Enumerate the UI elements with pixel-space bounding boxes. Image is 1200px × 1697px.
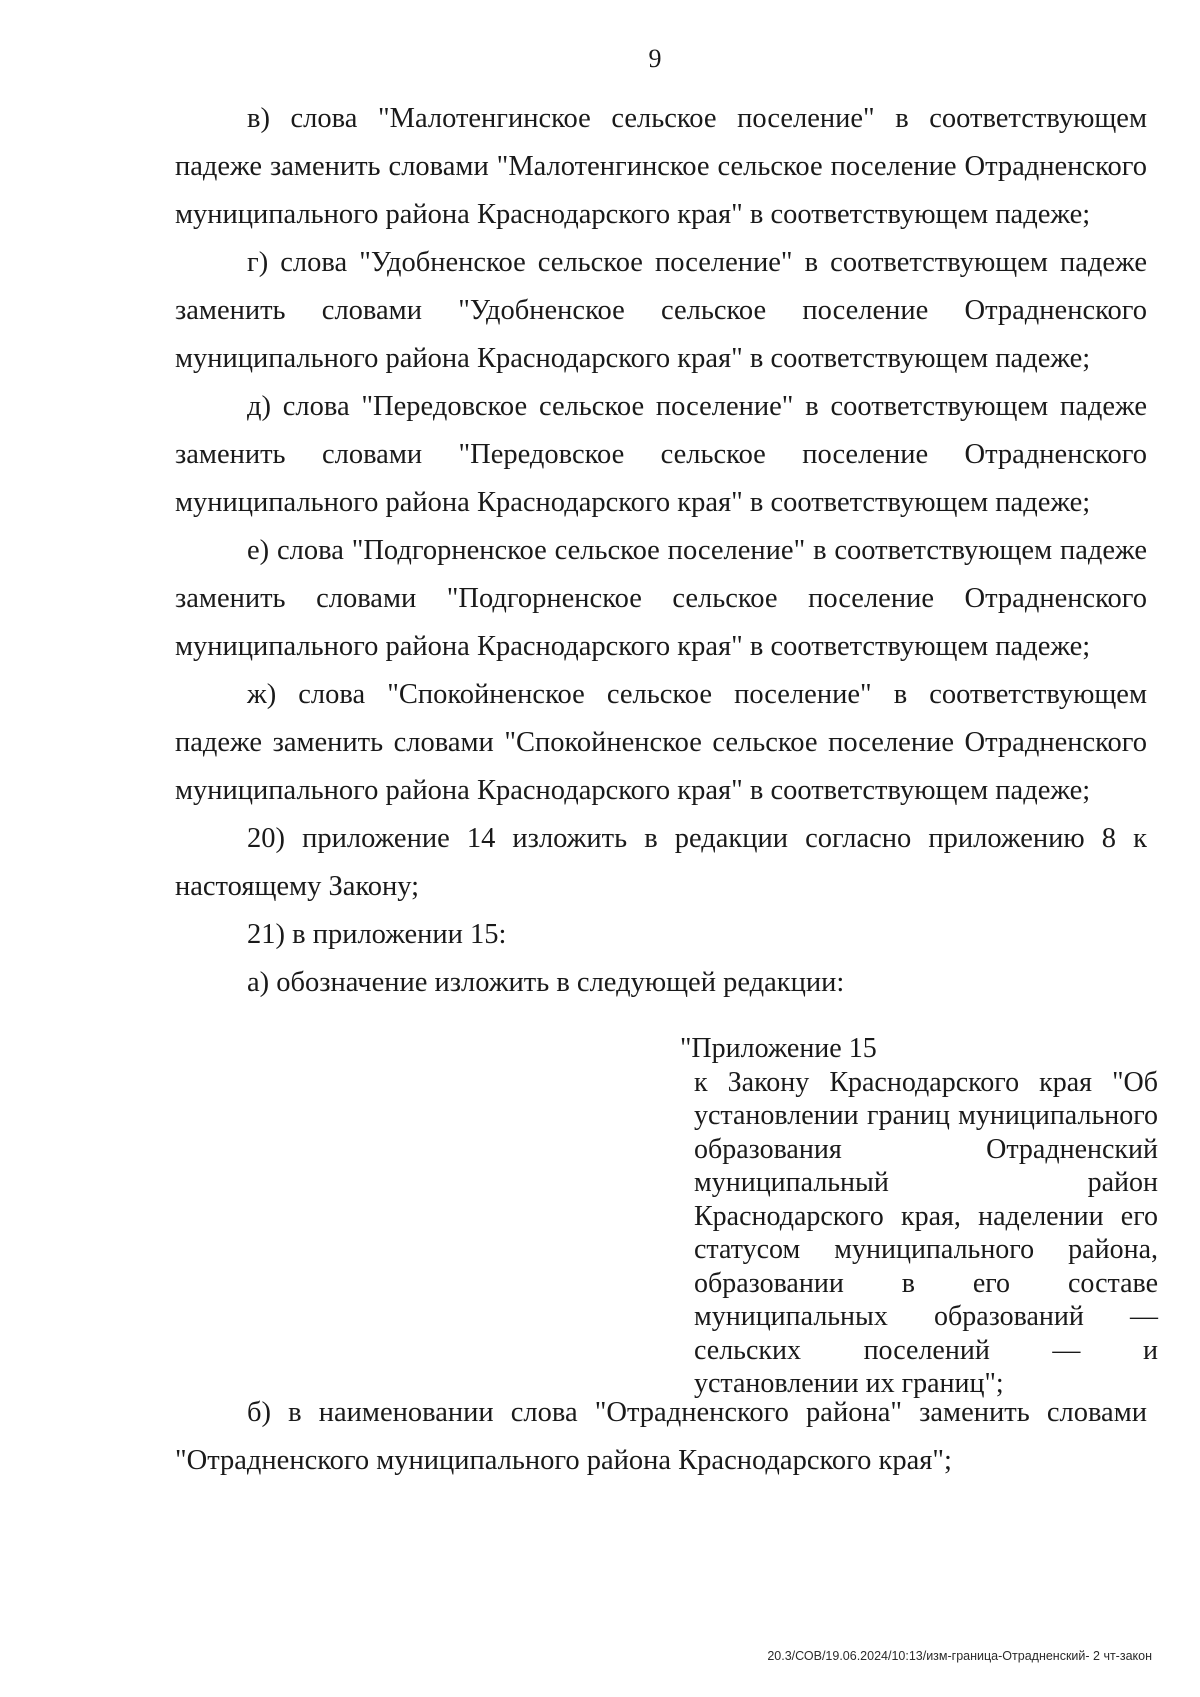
annex-block bbox=[680, 1032, 1158, 1401]
paragraph-b: б) в наименовании слова "Отрадненского района" заменить словами "Отрадненского муниципального района Краснодарского края"; bbox=[175, 1397, 1147, 1476]
page-number: 9 bbox=[648, 44, 662, 73]
paragraph-a: а) обозначение изложить в следующей редакции: bbox=[247, 967, 845, 998]
paragraph-e: е) слова "Подгорненское сельское поселение" в соответствующем падеже заменить словами "Подгорненское сельское поселение Отрадненского муниципального района Краснодарского края" в соответствующем падеже; bbox=[175, 535, 1147, 662]
paragraph-21: 21) в приложении 15: bbox=[247, 919, 507, 950]
footer-document-code: 20.3/СОВ/19.06.2024/10:13/изм-граница-Отрадненский- 2 чт-закон bbox=[767, 1649, 1152, 1663]
paragraph-v: в) слова "Малотенгинское сельское поселение" в соответствующем падеже заменить словами "Малотенгинское сельское поселение Отрадненского муниципального района Краснодарского края" в соответствующем падеже; bbox=[175, 103, 1147, 230]
paragraph-20: 20) приложение 14 изложить в редакции согласно приложению 8 к настоящему Закону; bbox=[175, 823, 1147, 902]
paragraph-zh: ж) слова "Спокойненское сельское поселение" в соответствующем падеже заменить словами "Спокойненское сельское поселение Отрадненского муниципального района Краснодарского края" в соответствующем падеже; bbox=[175, 679, 1147, 806]
document-body bbox=[175, 95, 1147, 1007]
document-body-continued bbox=[175, 1389, 1147, 1485]
paragraph-g: г) слова "Удобненское сельское поселение" в соответствующем падеже заменить словами "Удобненское сельское поселение Отрадненского муниципального района Краснодарского края" в соответствующем падеже; bbox=[175, 247, 1147, 374]
annex-text: к Закону Краснодарского края "Об установлении границ муниципального образования Отрадненский муниципальный район Краснодарского края, наделении его статусом муниципального района, образовании в его составе муниципальных образований — сельских поселений — и установлении их границ"; bbox=[694, 1066, 1158, 1399]
annex-title: "Приложение 15 bbox=[680, 1033, 877, 1064]
paragraph-d: д) слова "Передовское сельское поселение" в соответствующем падеже заменить словами "Передовское сельское поселение Отрадненского муниципального района Краснодарского края" в соответствующем падеже; bbox=[175, 391, 1147, 518]
